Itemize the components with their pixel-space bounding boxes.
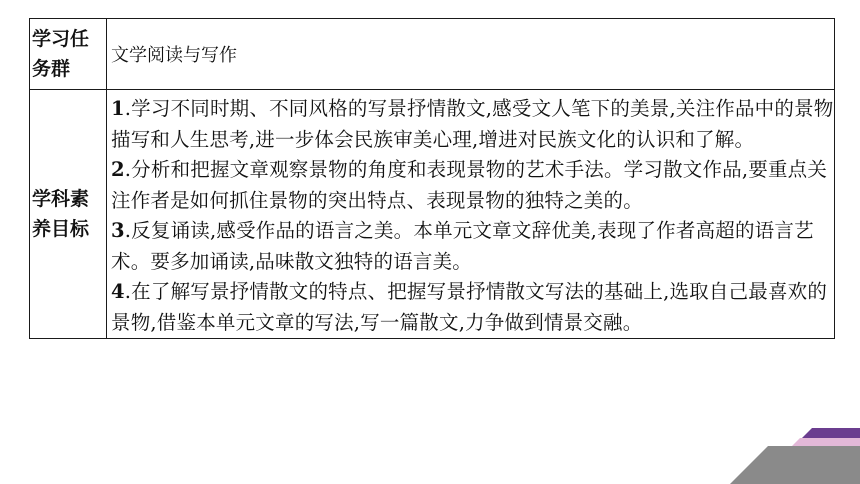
deco-gray-wedge: [730, 446, 860, 484]
goal-number: 1: [111, 97, 125, 120]
goal-number: 4: [111, 280, 125, 303]
syllabus-table: [29, 18, 835, 339]
goal-item-3: [111, 216, 834, 277]
literacy-goals-row: [30, 90, 835, 339]
task-group-label: 学习任务群: [30, 19, 107, 90]
literacy-goals-list: [107, 90, 835, 339]
goal-item-1: [111, 94, 834, 155]
goal-item-2: [111, 155, 834, 216]
goal-item-4: [111, 277, 834, 338]
task-group-value: 文学阅读与写作: [107, 19, 835, 90]
goal-number: 2: [111, 158, 125, 181]
deco-pink-band: [792, 438, 860, 446]
goal-text: .学习不同时期、不同风格的写景抒情散文,感受文人笔下的美景,关注作品中的景物描写和人生思考,进一步体会民族审美心理,增进对民族文化的认识和了解。: [111, 97, 834, 151]
goal-text: .在了解写景抒情散文的特点、把握写景抒情散文写法的基础上,选取自己最喜欢的景物,借鉴本单元文章的写法,写一篇散文,力争做到情景交融。: [111, 280, 828, 334]
goal-text: .反复诵读,感受作品的语言之美。本单元文章文辞优美,表现了作者高超的语言艺术。要多加诵读,品味散文独特的语言美。: [111, 219, 814, 273]
task-group-row: [30, 19, 835, 90]
deco-purple-band: [802, 428, 860, 438]
goal-number: 3: [111, 219, 125, 242]
literacy-goals-label: 学科素养目标: [30, 90, 107, 339]
goal-text: .分析和把握文章观察景物的角度和表现景物的艺术手法。学习散文作品,要重点关注作者是如何抓住景物的突出特点、表现景物的独特之美的。: [111, 158, 828, 212]
